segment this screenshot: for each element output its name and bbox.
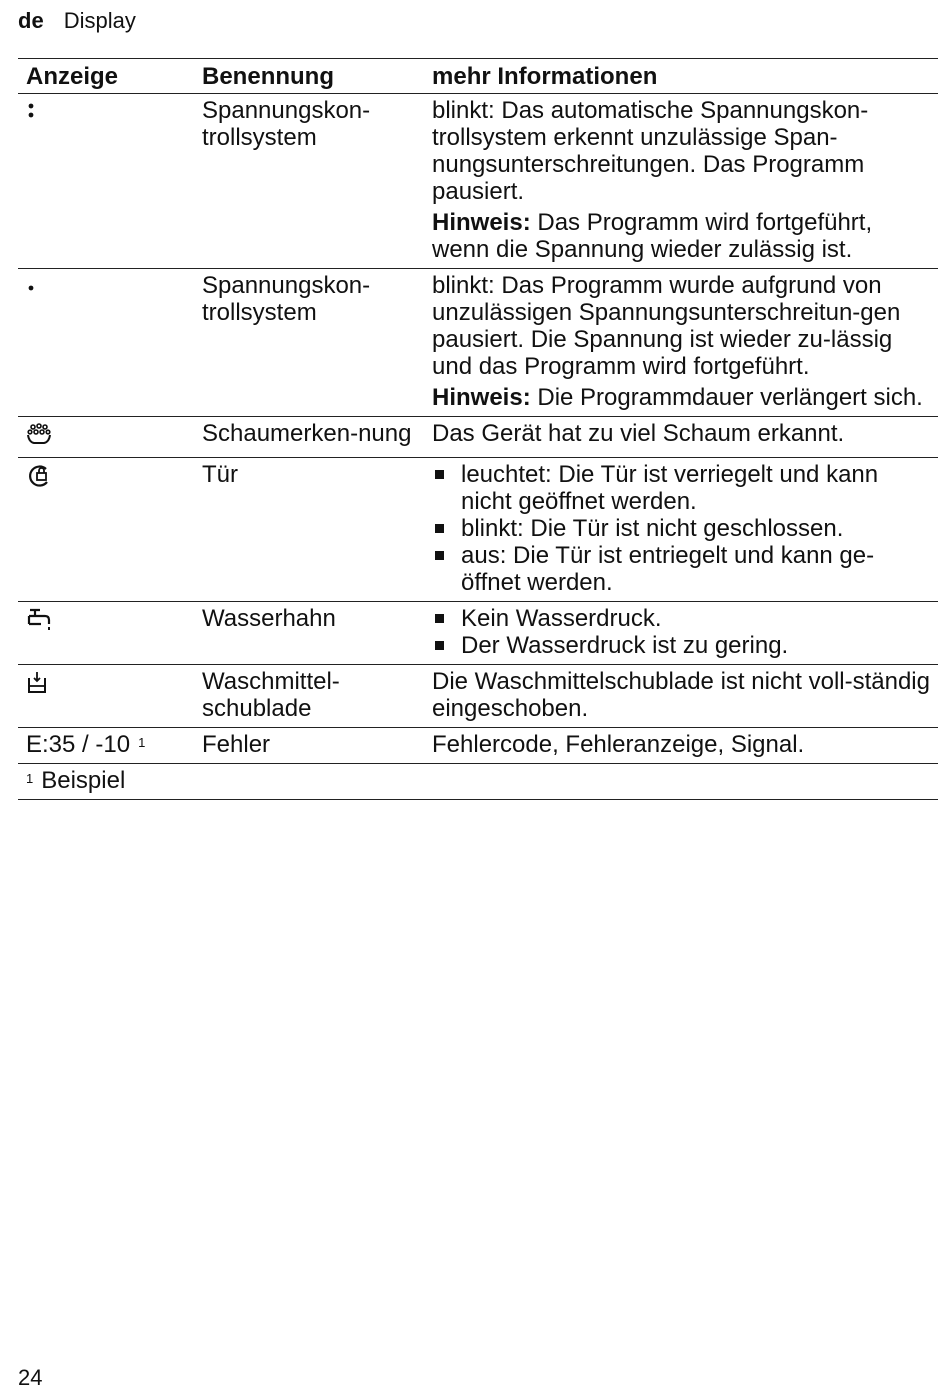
display-symbols-table [18, 58, 938, 800]
symbol-cell [18, 97, 202, 263]
bullet-list [432, 605, 930, 659]
table-row [18, 602, 938, 665]
info-cell [432, 97, 938, 263]
symbol-cell [18, 668, 202, 722]
info-cell: Fehlercode, Fehleranzeige, Signal. [432, 731, 805, 758]
list-item: blinkt: Die Tür ist nicht geschlossen. [432, 515, 930, 542]
table-row [18, 269, 938, 417]
footnote-mark: 1 [138, 735, 146, 750]
name-cell: Schaumerken-nung [202, 420, 412, 447]
door-lock-icon [26, 463, 52, 489]
detergent-drawer-icon [26, 670, 50, 696]
list-item: aus: Die Tür ist entriegelt und kann ge-öffnet werden. [432, 542, 930, 596]
name-cell: Waschmittel-schublade [202, 668, 340, 722]
table-footnote [18, 764, 938, 800]
note-paragraph [432, 209, 930, 263]
table-row [18, 728, 938, 764]
bullet-list [432, 461, 930, 596]
name-cell: Spannungskon-trollsystem [202, 97, 371, 151]
note-text: Das Programm wird fortgeführt, wenn die Spannung wieder zulässig ist. [432, 209, 873, 263]
info-cell [432, 461, 938, 596]
colon-dots-icon [26, 99, 40, 123]
symbol-cell [18, 731, 202, 758]
error-code-symbol: E:35 / -10 [26, 731, 131, 758]
column-header-benennung: Benennung [202, 63, 334, 90]
language-code: de [18, 8, 44, 33]
table-row [18, 665, 938, 728]
section-title: Display [63, 8, 136, 33]
page-header [18, 8, 136, 34]
name-cell: Wasserhahn [202, 605, 336, 632]
footnote-text: Beispiel [41, 767, 126, 794]
info-cell: Das Gerät hat zu viel Schaum erkannt. [432, 420, 845, 447]
table-row [18, 94, 938, 269]
table-row [18, 417, 938, 458]
column-header-informationen: mehr Informationen [432, 63, 658, 90]
note-text: Die Programmdauer verlängert sich. [537, 384, 923, 411]
name-cell: Spannungskon-trollsystem [202, 272, 371, 326]
list-item: leuchtet: Die Tür ist verriegelt und kann nicht geöffnet werden. [432, 461, 930, 515]
info-text: blinkt: Das Programm wurde aufgrund von unzulässigen Spannungsunterschreitun-gen pausiert. Die Spannung ist wieder zu-lässig und das Programm wird fortgeführt. [432, 272, 901, 380]
symbol-cell [18, 461, 202, 596]
list-item: Der Wasserdruck ist zu gering. [432, 632, 930, 659]
single-dot-icon [26, 274, 40, 298]
info-cell [432, 605, 938, 659]
note-paragraph [432, 384, 930, 411]
info-cell: Die Waschmittelschublade ist nicht voll-ständig eingeschoben. [432, 668, 930, 722]
page-number: 24 [18, 1365, 43, 1390]
water-tap-icon [26, 607, 54, 633]
symbol-cell [18, 605, 202, 659]
info-text: blinkt: Das automatische Spannungskon-trollsystem erkennt unzulässige Span-nungsunterschreitungen. Das Programm pausiert. [432, 97, 869, 205]
footnote-mark: 1 [26, 771, 34, 786]
foam-icon [26, 422, 52, 446]
note-label: Hinweis: [432, 209, 531, 236]
footnote [18, 767, 125, 794]
info-cell [432, 272, 938, 411]
name-cell: Fehler [202, 731, 271, 758]
list-item: Kein Wasserdruck. [432, 605, 930, 632]
symbol-cell [18, 272, 202, 411]
note-label: Hinweis: [432, 384, 531, 411]
symbol-cell [18, 420, 202, 452]
table-header-row [18, 59, 938, 94]
table-row [18, 458, 938, 602]
column-header-anzeige: Anzeige [26, 63, 119, 90]
name-cell: Tür [202, 461, 238, 488]
